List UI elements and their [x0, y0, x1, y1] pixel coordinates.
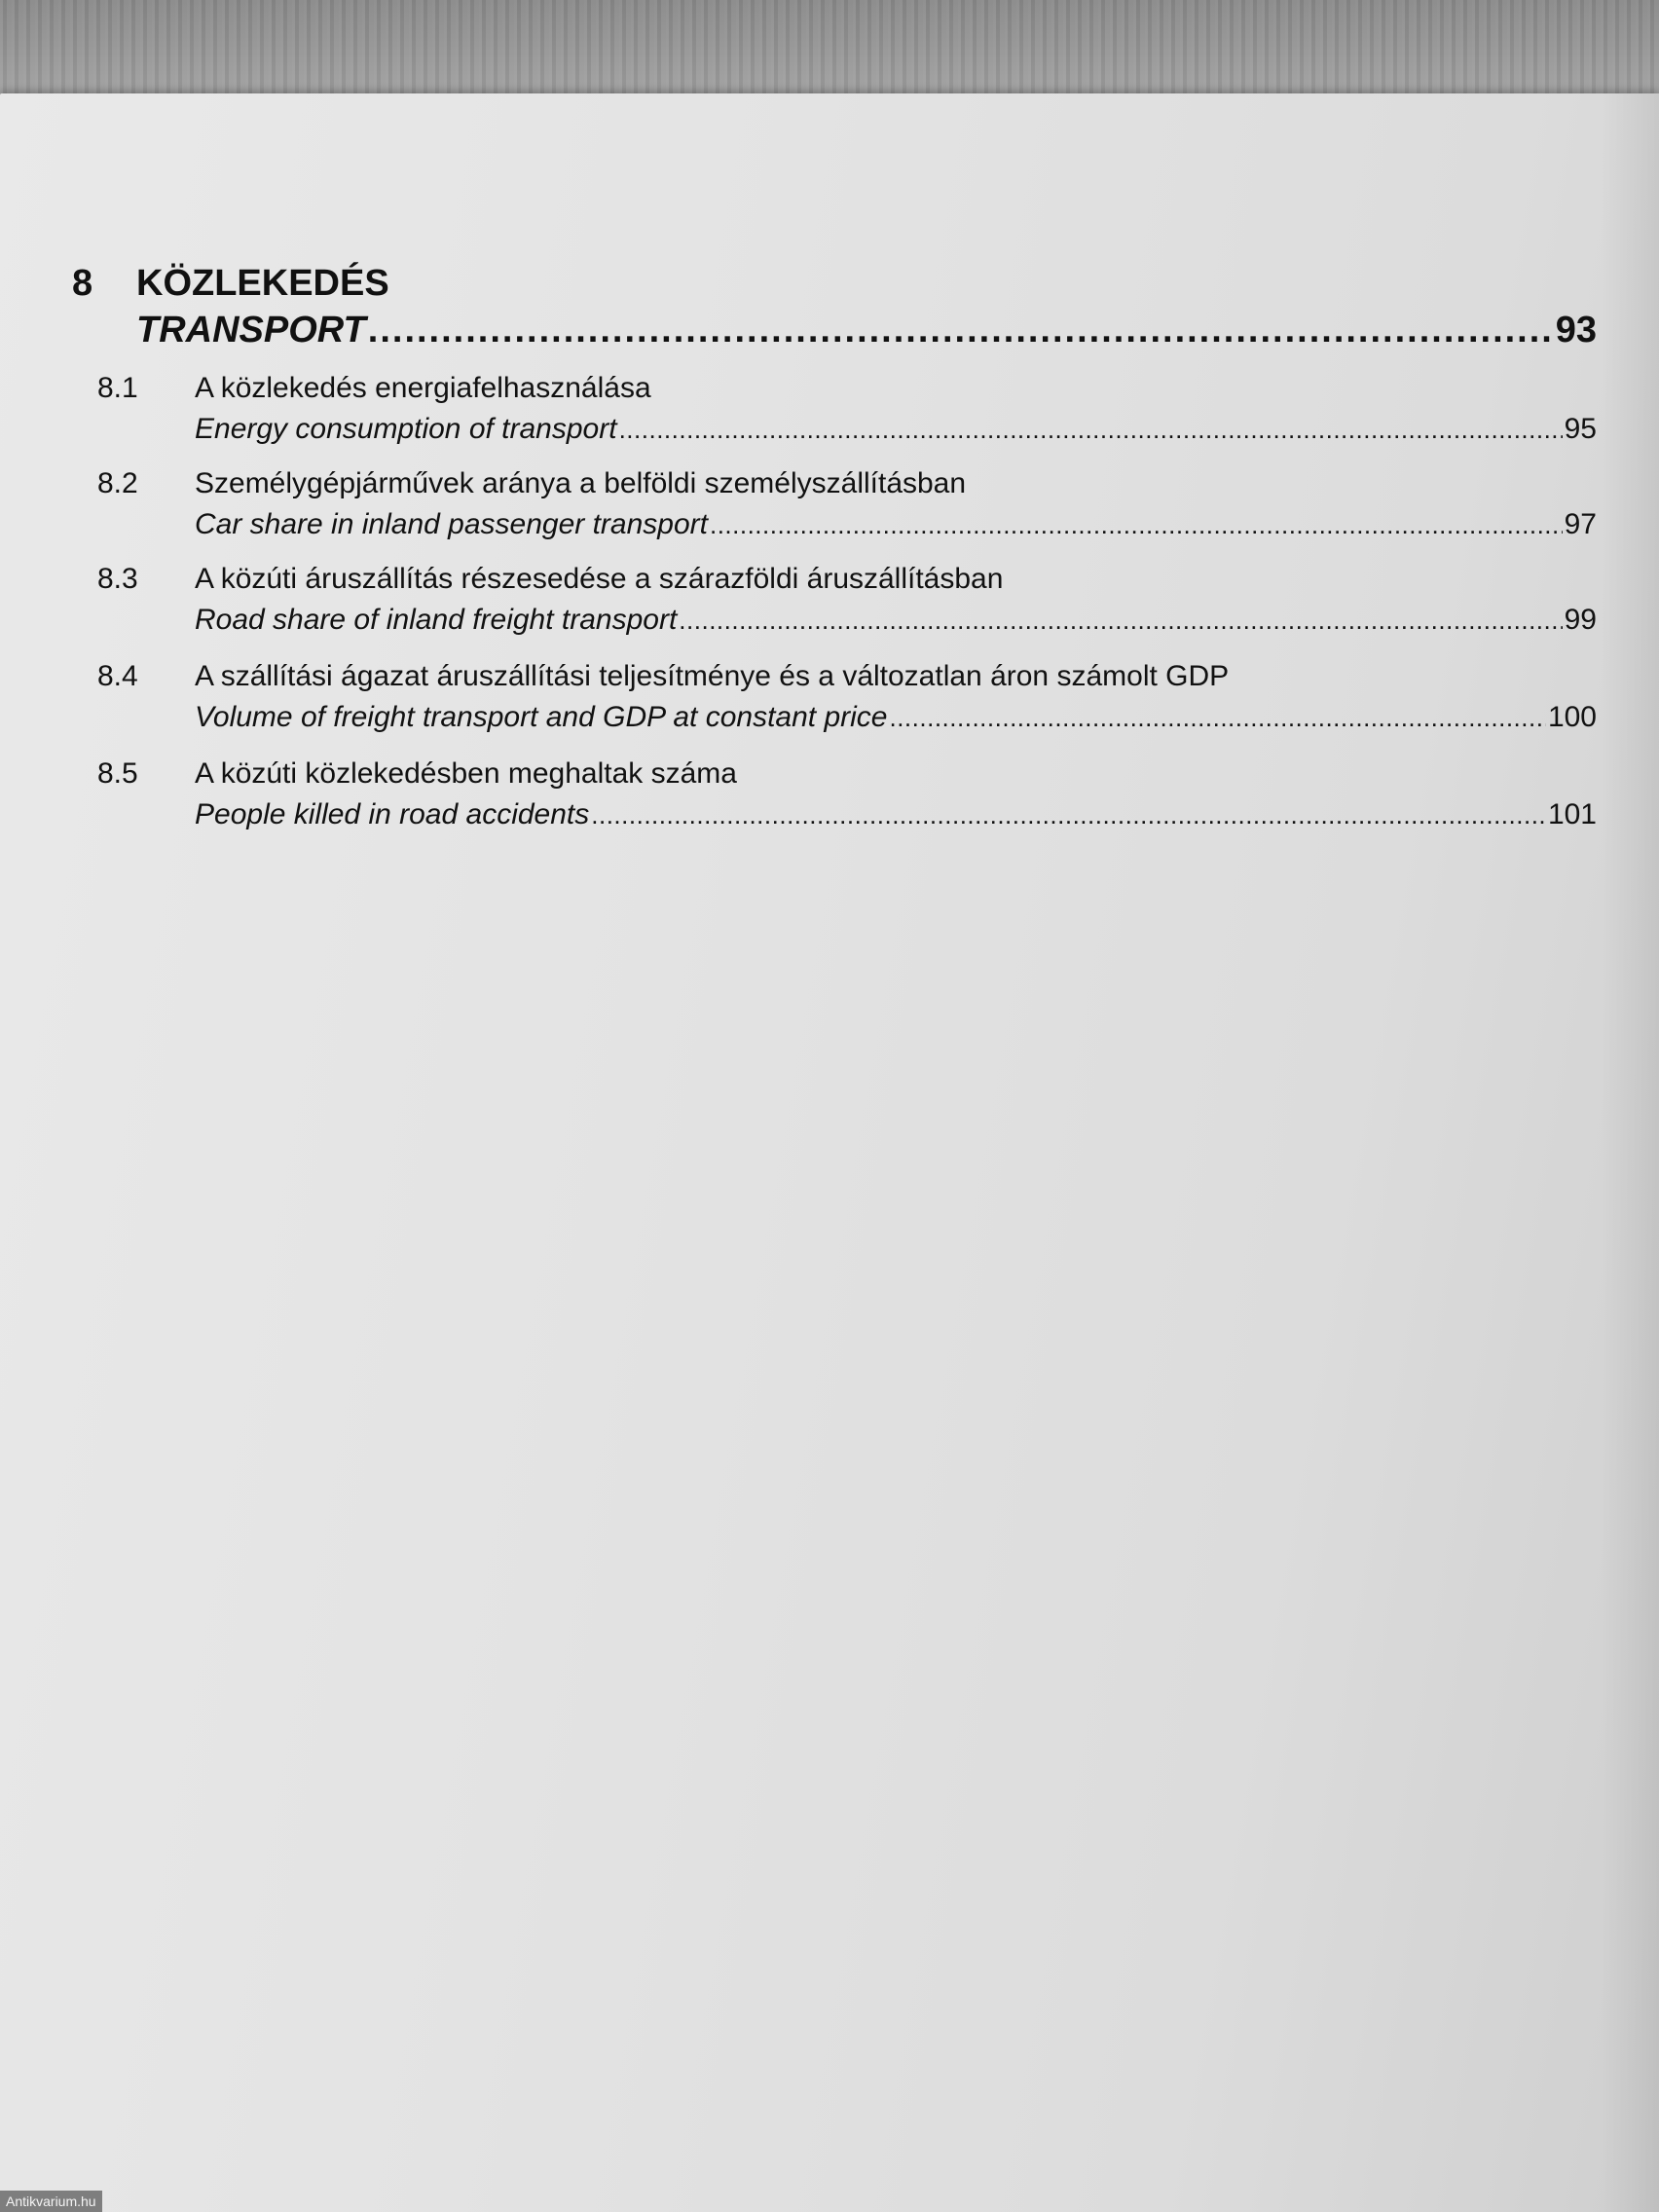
entry-title-hu: A közúti közlekedésben meghaltak száma [195, 757, 737, 790]
entry-title-hu: Személygépjárművek aránya a belföldi személyszállításban [195, 467, 967, 499]
entry-en-line [195, 798, 1597, 831]
entry-page-number: 100 [1547, 701, 1597, 733]
entry-title-en: Car share in inland passenger transport [195, 508, 708, 540]
chapter-page-number: 93 [1555, 310, 1597, 350]
entry-number: 8.2 [97, 467, 138, 499]
entry-title-hu: A közlekedés energiafelhasználása [195, 372, 651, 404]
entry-title-en: Energy consumption of transport [195, 413, 617, 445]
entry-number: 8.4 [97, 660, 138, 692]
watermark: Antikvarium.hu [0, 2191, 102, 2212]
chapter-title-line[interactable] [136, 310, 1597, 351]
entry-title-en: Volume of freight transport and GDP at constant price [195, 701, 888, 733]
entry-page-number: 97 [1564, 508, 1597, 540]
entry-title-en: Road share of inland freight transport [195, 604, 678, 636]
entry-number: 8.1 [97, 372, 138, 404]
page-shadow [1601, 93, 1659, 2212]
dot-leader [889, 703, 1545, 733]
dot-leader [619, 415, 1563, 445]
background-carpet [0, 0, 1659, 107]
chapter-title-hu: KÖZLEKEDÉS [136, 263, 389, 304]
entry-en-line [195, 413, 1597, 446]
entry-title-en: People killed in road accidents [195, 798, 590, 830]
dot-leader [591, 800, 1546, 830]
entry-en-line [195, 701, 1597, 734]
entry-number: 8.3 [97, 563, 138, 595]
entry-title-hu: A közúti áruszállítás részesedése a szárazföldi áruszállításban [195, 563, 1004, 595]
chapter-title-en: TRANSPORT [136, 310, 366, 350]
document-page [0, 93, 1659, 2212]
dot-leader [710, 510, 1563, 540]
entry-number: 8.5 [97, 757, 138, 790]
entry-page-number: 95 [1564, 413, 1597, 445]
entry-en-line [195, 508, 1597, 541]
entry-page-number: 101 [1547, 798, 1597, 830]
entry-page-number: 99 [1564, 604, 1597, 636]
dot-leader [679, 606, 1562, 636]
entry-title-hu: A szállítási ágazat áruszállítási teljesítménye és a változatlan áron számolt GDP [195, 660, 1230, 692]
entry-en-line [195, 604, 1597, 637]
chapter-number: 8 [72, 263, 93, 304]
dot-leader [368, 310, 1554, 351]
